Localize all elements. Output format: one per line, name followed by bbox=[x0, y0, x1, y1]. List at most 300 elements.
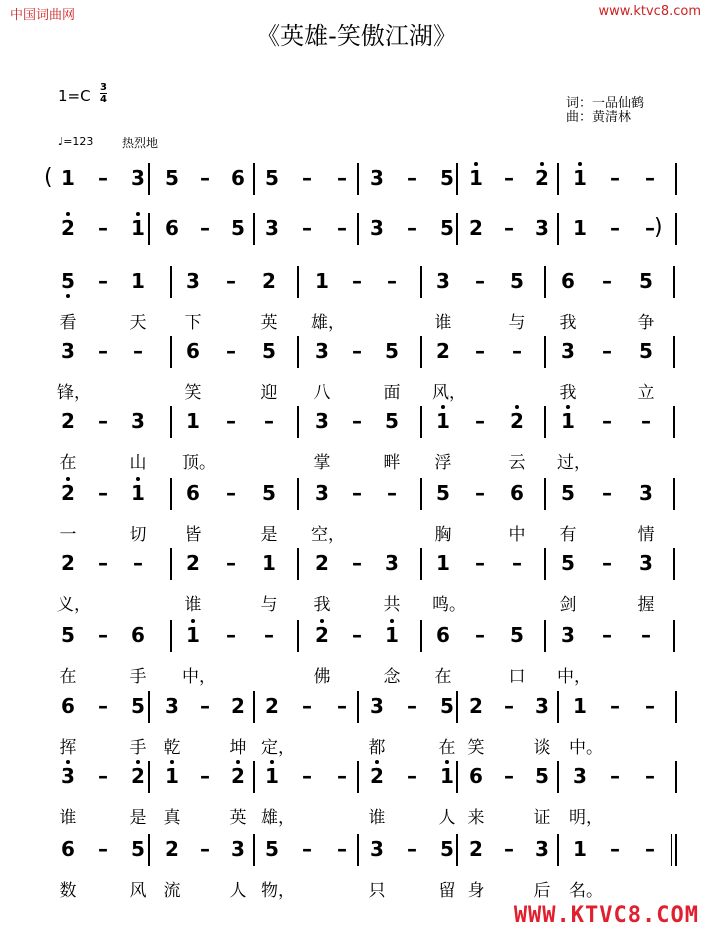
extension-dash: – bbox=[226, 269, 236, 293]
note: 3 bbox=[370, 166, 384, 190]
extension-dash: – bbox=[226, 339, 236, 363]
barline bbox=[544, 266, 546, 298]
lyric-char: 在 bbox=[434, 667, 452, 687]
lyric-char: 在 bbox=[59, 453, 77, 473]
extension-dash: – bbox=[200, 694, 210, 718]
extension-dash: – bbox=[226, 481, 236, 505]
barline bbox=[253, 163, 255, 195]
note: 3 bbox=[639, 551, 653, 575]
barline bbox=[297, 406, 299, 438]
note: 5 bbox=[535, 764, 549, 788]
watermark-url: www.ktvc8.com bbox=[598, 4, 701, 19]
barline bbox=[557, 761, 559, 793]
note: 2 bbox=[58, 480, 78, 506]
lyric-char: 是 bbox=[260, 525, 278, 545]
extension-dash: – bbox=[352, 623, 362, 647]
lyric-char: 一 bbox=[59, 525, 77, 545]
barline bbox=[170, 620, 172, 652]
lyric-char: 都 bbox=[368, 738, 386, 758]
lyric-char: 流 bbox=[163, 881, 181, 901]
barline bbox=[420, 478, 422, 510]
note: 5 bbox=[440, 166, 454, 190]
final-barline-thin bbox=[671, 834, 672, 866]
barline bbox=[544, 336, 546, 368]
extension-dash: – bbox=[200, 764, 210, 788]
lyric-char: 握 bbox=[637, 595, 655, 615]
lyric-char: 中。 bbox=[569, 738, 603, 758]
lyric-char: 数 bbox=[59, 881, 77, 901]
lyric-char: 证 bbox=[533, 808, 551, 828]
lyric-char: 云 bbox=[508, 453, 526, 473]
lyric-char: 风 bbox=[129, 881, 147, 901]
note: 5 bbox=[58, 268, 78, 294]
extension-dash: – bbox=[641, 623, 651, 647]
extension-dash: – bbox=[302, 694, 312, 718]
lyric-char: 鸣。 bbox=[432, 595, 466, 615]
final-barline bbox=[675, 834, 677, 866]
lyric-char: 人 bbox=[229, 881, 247, 901]
lyric-char: 笑 bbox=[184, 383, 202, 403]
extension-dash: – bbox=[98, 551, 108, 575]
high-octave-dot bbox=[320, 619, 324, 623]
extension-dash: – bbox=[98, 409, 108, 433]
lyric-char: 来 bbox=[467, 808, 485, 828]
note: 5 bbox=[165, 166, 179, 190]
note: 2 bbox=[436, 339, 450, 363]
extension-dash: – bbox=[98, 623, 108, 647]
note: 1 bbox=[436, 551, 450, 575]
note: 5 bbox=[440, 694, 454, 718]
lyric-char: 谁 bbox=[59, 808, 77, 828]
lyric-char: 风， bbox=[432, 383, 466, 403]
extension-dash: – bbox=[475, 339, 485, 363]
lyric-char: 胸 bbox=[434, 525, 452, 545]
extension-dash: – bbox=[475, 551, 485, 575]
extension-dash: – bbox=[200, 166, 210, 190]
lyric-char: 坤 bbox=[229, 738, 247, 758]
extension-dash: – bbox=[98, 481, 108, 505]
lyric-char: 浮 bbox=[434, 453, 452, 473]
repeat-paren-close: ) bbox=[654, 215, 663, 240]
note: 2 bbox=[231, 694, 245, 718]
lyric-char: 后 bbox=[533, 881, 551, 901]
extension-dash: – bbox=[407, 166, 417, 190]
extension-dash: – bbox=[602, 551, 612, 575]
note: 1 bbox=[382, 622, 402, 648]
barline bbox=[675, 691, 677, 723]
barline bbox=[557, 834, 559, 866]
extension-dash: – bbox=[512, 551, 522, 575]
note: 1 bbox=[162, 763, 182, 789]
barline bbox=[456, 691, 458, 723]
extension-dash: – bbox=[133, 339, 143, 363]
extension-dash: – bbox=[602, 409, 612, 433]
note: 1 bbox=[128, 480, 148, 506]
extension-dash: – bbox=[602, 623, 612, 647]
low-octave-dot bbox=[66, 294, 70, 298]
note: 1 bbox=[262, 551, 276, 575]
extension-dash: – bbox=[226, 623, 236, 647]
extension-dash: – bbox=[407, 764, 417, 788]
note: 5 bbox=[436, 481, 450, 505]
note: 6 bbox=[131, 623, 145, 647]
extension-dash: – bbox=[645, 694, 655, 718]
extension-dash: – bbox=[475, 623, 485, 647]
note: 6 bbox=[61, 837, 75, 861]
note: 2 bbox=[228, 763, 248, 789]
note: 5 bbox=[561, 481, 575, 505]
lyric-char: 身 bbox=[467, 881, 485, 901]
note: 3 bbox=[573, 764, 587, 788]
lyric-char: 顶。 bbox=[182, 453, 216, 473]
lyric-char: 我 bbox=[313, 595, 331, 615]
lyric-char: 英 bbox=[260, 313, 278, 333]
lyric-char: 定， bbox=[261, 738, 295, 758]
barline bbox=[420, 266, 422, 298]
lyric-char: 掌 bbox=[313, 453, 331, 473]
lyric-char: 剑 bbox=[559, 595, 577, 615]
high-octave-dot bbox=[236, 760, 240, 764]
barline bbox=[148, 691, 150, 723]
composer-credit: 曲：黄清林 bbox=[566, 110, 632, 125]
extension-dash: – bbox=[504, 216, 514, 240]
lyric-char: 笑 bbox=[467, 738, 485, 758]
note: 3 bbox=[535, 694, 549, 718]
extension-dash: – bbox=[504, 694, 514, 718]
extension-dash: – bbox=[610, 216, 620, 240]
extension-dash: – bbox=[98, 269, 108, 293]
note: 5 bbox=[510, 269, 524, 293]
barline bbox=[357, 761, 359, 793]
repeat-paren-open: ( bbox=[44, 165, 53, 190]
lyricist-credit: 词：一品仙鹤 bbox=[566, 96, 645, 111]
high-octave-dot bbox=[578, 162, 582, 166]
note: 2 bbox=[507, 408, 527, 434]
extension-dash: – bbox=[337, 837, 347, 861]
extension-dash: – bbox=[302, 764, 312, 788]
note: 1 bbox=[131, 269, 145, 293]
note: 2 bbox=[265, 694, 279, 718]
note: 2 bbox=[165, 837, 179, 861]
lyric-char: 锋， bbox=[57, 383, 91, 403]
note: 5 bbox=[131, 694, 145, 718]
note: 6 bbox=[186, 481, 200, 505]
lyric-char: 皆 bbox=[184, 525, 202, 545]
lyric-char: 看 bbox=[59, 313, 77, 333]
lyric-char: 手 bbox=[129, 667, 147, 687]
lyric-char: 中， bbox=[182, 667, 216, 687]
extension-dash: – bbox=[610, 166, 620, 190]
note: 3 bbox=[436, 269, 450, 293]
barline bbox=[544, 620, 546, 652]
barline bbox=[557, 213, 559, 245]
note: 3 bbox=[370, 216, 384, 240]
note: 2 bbox=[532, 165, 552, 191]
extension-dash: – bbox=[337, 216, 347, 240]
extension-dash: – bbox=[645, 764, 655, 788]
lyric-char: 英 bbox=[229, 808, 247, 828]
lyric-char: 下 bbox=[184, 313, 202, 333]
key-signature: 1=C bbox=[58, 87, 91, 105]
extension-dash: – bbox=[512, 339, 522, 363]
extension-dash: – bbox=[337, 764, 347, 788]
note: 6 bbox=[469, 764, 483, 788]
lyric-char: 畔 bbox=[383, 453, 401, 473]
time-signature-top: 3 bbox=[100, 82, 107, 93]
note: 2 bbox=[312, 622, 332, 648]
lyric-char: 真 bbox=[163, 808, 181, 828]
lyric-char: 谁 bbox=[368, 808, 386, 828]
note: 2 bbox=[262, 269, 276, 293]
note: 3 bbox=[131, 166, 145, 190]
lyric-char: 明， bbox=[569, 808, 603, 828]
note: 2 bbox=[61, 551, 75, 575]
note: 2 bbox=[315, 551, 329, 575]
note: 3 bbox=[265, 216, 279, 240]
note: 1 bbox=[262, 763, 282, 789]
extension-dash: – bbox=[645, 216, 655, 240]
note: 3 bbox=[535, 837, 549, 861]
extension-dash: – bbox=[352, 409, 362, 433]
barline bbox=[297, 336, 299, 368]
extension-dash: – bbox=[645, 166, 655, 190]
lyric-char: 在 bbox=[59, 667, 77, 687]
note: 3 bbox=[315, 481, 329, 505]
note: 5 bbox=[231, 216, 245, 240]
note: 3 bbox=[385, 551, 399, 575]
barline bbox=[456, 834, 458, 866]
extension-dash: – bbox=[602, 269, 612, 293]
note: 3 bbox=[61, 339, 75, 363]
note: 3 bbox=[231, 837, 245, 861]
tempo-mark: ♩=123 bbox=[58, 135, 94, 148]
note: 5 bbox=[639, 269, 653, 293]
barline bbox=[420, 336, 422, 368]
lyric-char: 切 bbox=[129, 525, 147, 545]
barline bbox=[673, 266, 675, 298]
high-octave-dot bbox=[515, 405, 519, 409]
extension-dash: – bbox=[302, 166, 312, 190]
lyric-char: 立 bbox=[637, 383, 655, 403]
note: 1 bbox=[186, 409, 200, 433]
note: 2 bbox=[128, 763, 148, 789]
barline bbox=[170, 478, 172, 510]
lyric-char: 中， bbox=[557, 667, 591, 687]
note: 5 bbox=[61, 623, 75, 647]
extension-dash: – bbox=[602, 481, 612, 505]
extension-dash: – bbox=[98, 216, 108, 240]
barline bbox=[675, 761, 677, 793]
extension-dash: – bbox=[337, 694, 347, 718]
extension-dash: – bbox=[226, 409, 236, 433]
time-signature bbox=[100, 82, 107, 105]
extension-dash: – bbox=[133, 551, 143, 575]
high-octave-dot bbox=[191, 619, 195, 623]
extension-dash: – bbox=[264, 409, 274, 433]
extension-dash: – bbox=[98, 339, 108, 363]
lyric-char: 名。 bbox=[569, 881, 603, 901]
barline bbox=[557, 163, 559, 195]
extension-dash: – bbox=[407, 694, 417, 718]
note: 3 bbox=[561, 623, 575, 647]
lyric-char: 面 bbox=[383, 383, 401, 403]
note: 6 bbox=[436, 623, 450, 647]
note: 1 bbox=[573, 837, 587, 861]
barline bbox=[673, 620, 675, 652]
extension-dash: – bbox=[98, 837, 108, 861]
lyric-char: 只 bbox=[368, 881, 386, 901]
lyric-char: 口 bbox=[508, 667, 526, 687]
lyric-char: 谁 bbox=[184, 595, 202, 615]
note: 2 bbox=[58, 215, 78, 241]
barline bbox=[148, 761, 150, 793]
tempo-expression: 热烈地 bbox=[122, 136, 159, 150]
barline bbox=[170, 266, 172, 298]
note: 3 bbox=[370, 837, 384, 861]
extension-dash: – bbox=[504, 166, 514, 190]
high-octave-dot bbox=[441, 405, 445, 409]
barline bbox=[420, 406, 422, 438]
lyric-char: 我 bbox=[559, 313, 577, 333]
note: 5 bbox=[510, 623, 524, 647]
note: 1 bbox=[466, 165, 486, 191]
lyric-char: 我 bbox=[559, 383, 577, 403]
barline bbox=[297, 266, 299, 298]
barline bbox=[357, 163, 359, 195]
barline bbox=[420, 548, 422, 580]
note: 6 bbox=[561, 269, 575, 293]
extension-dash: – bbox=[352, 551, 362, 575]
note: 2 bbox=[61, 409, 75, 433]
lyric-char: 雄， bbox=[261, 808, 295, 828]
high-octave-dot bbox=[136, 212, 140, 216]
high-octave-dot bbox=[390, 619, 394, 623]
note: 5 bbox=[385, 339, 399, 363]
extension-dash: – bbox=[504, 764, 514, 788]
barline bbox=[297, 478, 299, 510]
note: 6 bbox=[186, 339, 200, 363]
note: 3 bbox=[639, 481, 653, 505]
lyric-char: 中 bbox=[508, 525, 526, 545]
barline bbox=[170, 406, 172, 438]
note: 5 bbox=[262, 481, 276, 505]
note: 5 bbox=[265, 166, 279, 190]
barline bbox=[675, 163, 677, 195]
barline bbox=[544, 406, 546, 438]
extension-dash: – bbox=[352, 481, 362, 505]
note: 1 bbox=[128, 215, 148, 241]
note: 1 bbox=[437, 763, 457, 789]
extension-dash: – bbox=[387, 481, 397, 505]
lyric-char: 在 bbox=[438, 738, 456, 758]
barline bbox=[170, 336, 172, 368]
extension-dash: – bbox=[98, 694, 108, 718]
barline bbox=[148, 213, 150, 245]
lyric-char: 雄， bbox=[311, 313, 345, 333]
extension-dash: – bbox=[352, 269, 362, 293]
watermark-site-name: 中国词曲网 bbox=[10, 8, 76, 23]
barline bbox=[253, 761, 255, 793]
note: 2 bbox=[469, 694, 483, 718]
high-octave-dot bbox=[66, 212, 70, 216]
barline bbox=[297, 548, 299, 580]
lyric-char: 与 bbox=[508, 313, 526, 333]
extension-dash: – bbox=[641, 409, 651, 433]
lyric-char: 乾 bbox=[163, 738, 181, 758]
lyric-char: 人 bbox=[438, 808, 456, 828]
lyric-char: 与 bbox=[260, 595, 278, 615]
barline bbox=[357, 213, 359, 245]
barline bbox=[170, 548, 172, 580]
song-title: 《英雄-笑傲江湖》 bbox=[256, 22, 457, 50]
high-octave-dot bbox=[136, 760, 140, 764]
extension-dash: – bbox=[264, 623, 274, 647]
extension-dash: – bbox=[337, 166, 347, 190]
extension-dash: – bbox=[602, 339, 612, 363]
lyric-char: 情 bbox=[637, 525, 655, 545]
lyric-char: 共 bbox=[383, 595, 401, 615]
barline bbox=[253, 834, 255, 866]
note: 3 bbox=[370, 694, 384, 718]
extension-dash: – bbox=[226, 551, 236, 575]
note: 3 bbox=[131, 409, 145, 433]
barline bbox=[456, 213, 458, 245]
lyric-char: 天 bbox=[129, 313, 147, 333]
extension-dash: – bbox=[504, 837, 514, 861]
barline bbox=[357, 834, 359, 866]
barline bbox=[253, 691, 255, 723]
barline bbox=[673, 548, 675, 580]
barline bbox=[673, 336, 675, 368]
lyric-char: 有 bbox=[559, 525, 577, 545]
note: 1 bbox=[315, 269, 329, 293]
high-octave-dot bbox=[445, 760, 449, 764]
lyric-char: 佛 bbox=[313, 667, 331, 687]
extension-dash: – bbox=[610, 837, 620, 861]
note: 5 bbox=[639, 339, 653, 363]
note: 2 bbox=[367, 763, 387, 789]
lyric-char: 念 bbox=[383, 667, 401, 687]
lyric-char: 迎 bbox=[260, 383, 278, 403]
barline bbox=[148, 834, 150, 866]
high-octave-dot bbox=[66, 760, 70, 764]
note: 1 bbox=[61, 166, 75, 190]
extension-dash: – bbox=[98, 764, 108, 788]
extension-dash: – bbox=[200, 216, 210, 240]
note: 3 bbox=[535, 216, 549, 240]
note: 2 bbox=[469, 216, 483, 240]
note: 5 bbox=[265, 837, 279, 861]
watermark-bottom: WWW.KTVC8.COM bbox=[513, 903, 699, 928]
lyric-char: 争 bbox=[637, 313, 655, 333]
extension-dash: – bbox=[407, 216, 417, 240]
lyric-char: 过， bbox=[557, 453, 591, 473]
lyric-char: 八 bbox=[313, 383, 331, 403]
note: 1 bbox=[573, 694, 587, 718]
barline bbox=[297, 620, 299, 652]
extension-dash: – bbox=[387, 269, 397, 293]
extension-dash: – bbox=[302, 216, 312, 240]
note: 1 bbox=[433, 408, 453, 434]
lyric-char: 谈 bbox=[533, 738, 551, 758]
lyric-char: 谁 bbox=[434, 313, 452, 333]
extension-dash: – bbox=[302, 837, 312, 861]
extension-dash: – bbox=[407, 837, 417, 861]
barline bbox=[544, 548, 546, 580]
note: 5 bbox=[561, 551, 575, 575]
note: 6 bbox=[231, 166, 245, 190]
note: 5 bbox=[440, 216, 454, 240]
